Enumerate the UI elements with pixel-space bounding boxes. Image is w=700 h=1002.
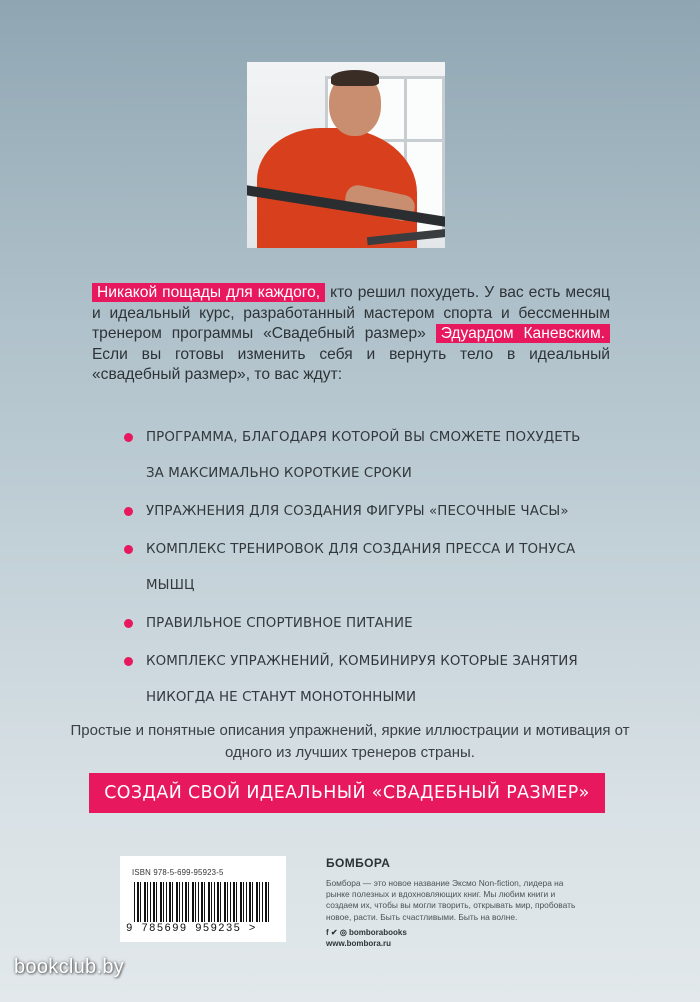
bullet-dot-icon bbox=[124, 657, 133, 666]
publisher-block bbox=[326, 856, 576, 948]
author-photo bbox=[247, 62, 445, 248]
author-hair bbox=[331, 70, 379, 86]
bullet-dot-icon bbox=[124, 619, 133, 628]
publisher-social: f ✔ ◎ bomborabooks bbox=[326, 927, 407, 937]
list-item bbox=[122, 494, 582, 530]
list-item bbox=[122, 606, 582, 642]
barcode-box bbox=[120, 856, 286, 942]
list-item-text: КОМПЛЕКС УПРАЖНЕНИЙ, КОМБИНИРУЯ КОТОРЫЕ ЗАНЯТИЯ НИКОГДА НЕ СТАНУТ МОНОТОННЫМИ bbox=[146, 654, 578, 705]
watermark: bookclub.by bbox=[14, 956, 125, 978]
list-item bbox=[122, 644, 582, 716]
summary-text: Простые и понятные описания упражнений, яркие иллюстрации и мотивация от одного из лучших тренеров страны. bbox=[70, 722, 630, 761]
list-item bbox=[122, 420, 582, 492]
list-item-text: КОМПЛЕКС ТРЕНИРОВОК ДЛЯ СОЗДАНИЯ ПРЕССА И ТОНУСА МЫШЦ bbox=[146, 542, 576, 593]
bullet-dot-icon bbox=[124, 433, 133, 442]
ean-digits: 9 785699 959235 > bbox=[126, 923, 257, 935]
list-item bbox=[122, 532, 582, 604]
list-item-text: ПРАВИЛЬНОЕ СПОРТИВНОЕ ПИТАНИЕ bbox=[146, 616, 413, 631]
barcode-bars bbox=[134, 882, 272, 922]
intro-text-1: кто решил похудеть. У вас есть месяц и идеальный курс, разработанный мастером спорта и бессменным тренером программы «Свадебный размер» bbox=[92, 284, 610, 343]
red-shirt bbox=[257, 128, 417, 248]
isbn-label: ISBN 978-5-699-95923-5 bbox=[132, 868, 224, 877]
list-item-text: ПРОГРАММА, БЛАГОДАРЯ КОТОРОЙ ВЫ СМОЖЕТЕ ПОХУДЕТЬ ЗА МАКСИМАЛЬНО КОРОТКИЕ СРОКИ bbox=[146, 430, 581, 481]
intro-paragraph bbox=[92, 283, 610, 386]
intro-text-2: Если вы готовы изменить себя и вернуть тело в идеальный «свадебный размер», то вас ждут: bbox=[92, 345, 610, 384]
publisher-site-link[interactable]: www.bombora.ru bbox=[326, 938, 392, 948]
benefits-list bbox=[122, 420, 582, 718]
bullet-dot-icon bbox=[124, 507, 133, 516]
highlight-author-name: Эдуардом Каневским. bbox=[436, 324, 610, 343]
publisher-logo: БОМБОРА bbox=[326, 856, 391, 870]
highlight-no-mercy: Никакой пощады для каждого, bbox=[92, 283, 325, 302]
cta-banner: СОЗДАЙ СВОЙ ИДЕАЛЬНЫЙ «СВАДЕБНЫЙ РАЗМЕР» bbox=[89, 773, 605, 813]
publisher-description: Бомбора — это новое название Эксмо Non-fiction, лидера на рынке полезных и вдохновляющих книг. Мы любим книги и создаем их, чтобы вы могли творить, открывать мир, пробовать новое, расти. Быть счастливыми. Быть на волне. bbox=[326, 878, 576, 922]
bullet-dot-icon bbox=[124, 545, 133, 554]
list-item-text: УПРАЖНЕНИЯ ДЛЯ СОЗДАНИЯ ФИГУРЫ «ПЕСОЧНЫЕ ЧАСЫ» bbox=[146, 504, 569, 519]
